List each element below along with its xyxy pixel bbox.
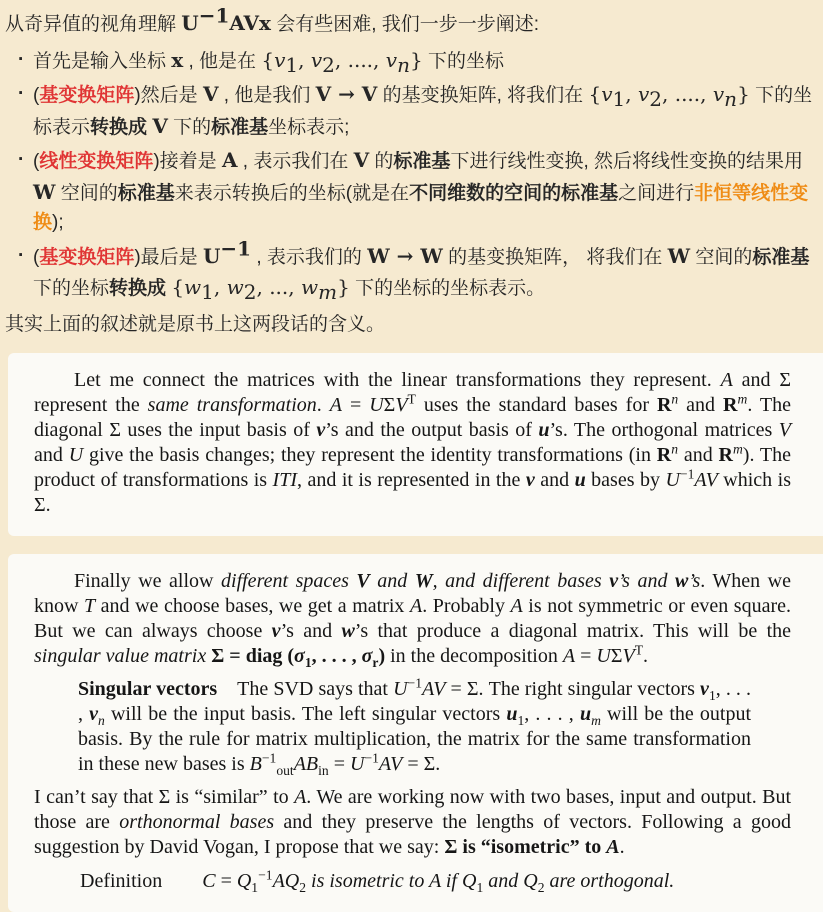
book-paragraph-finally-different-spaces: Finally we allow different spaces V and W, and different bases v’s and w’s. When we know T and we choose bases, we get a matrix A. Probably A is not symmetric or even square. But we can always choose v’s and w’s that produce a diagonal matrix. This will be the singular value matrix Σ = diag ($\sigma_1$, . . . , $\sigma_r$) in the decomposition $A = U\Sigma V^T$. [34, 569, 792, 670]
book-excerpt-1 [8, 353, 823, 536]
book-paragraph-isometric: I can’t say that Σ is “similar” to A. We are working now with two bases, input and output. But those are orthonormal bases and they preserve the lengths of vectors. Following a good suggestion by David Vogan, I propose that we say: Σ is “isometric” to A. [34, 785, 791, 858]
book-paragraph-definition: Definition $C = Q_1^{-1}AQ_2$ is isometric to A if $Q_1$ and $Q_2$ are orthogonal. [80, 867, 675, 895]
bullet-item-linear-transform-a: · (线性变换矩阵)接着是 A , 表示我们在 V 的标准基下进行线性变换, 然后将线性变换的结果用 W 空间的标准基来表示转换后的坐标(就是在不同维数的空间的标准基之间进行非恒等线性变换); [15, 145, 817, 237]
book-paragraph-connect-matrices: Let me connect the matrices with the linear transformations they represent. A and Σ represent the same transformation. $A = U\Sigma V^T$ uses the standard bases for $R^n$ and $R^m$. The diagonal Σ uses the input basis of v’s and the output basis of u’s. The orthogonal matrices V and U give the basis changes; they represent the identity transformations (in $R^n$ and $R^m$). The product of transformations is ITI, and it is represented in the v and u bases by $U^{-1}AV$ which is Σ. [34, 368, 792, 516]
note-section [0, 0, 823, 339]
book-paragraph-singular-vectors: Singular vectors The SVD says that $U^{-1}AV = \Sigma$. The right singular vectors $v_1$, . . . , $v_n$ will be the input basis. The left singular vectors $u_1$, . . . , $u_m$ will be the output basis. By the rule for matrix multiplication, the matrix for the same transformation in these new bases is $B^{-1}_{out}AB_{in} = U^{-1}AV = \Sigma$. [78, 675, 752, 778]
closing-text: 其实上面的叙述就是原书上这两段话的含义。 [5, 313, 386, 335]
bullet-item-input-coords: · 首先是输入坐标 x , 他是在 {$v_1$, $v_2$, ...., $v_n$} 下的坐标 [15, 45, 817, 76]
bullet-item-basis-change-v: · (基变换矩阵)然后是 V , 他是我们 V → V 的基变换矩阵, 将我们在 {$v_1$, $v_2$, ...., $v_n$} 下的坐标表示转换成 V 下的标准基坐标表示; [15, 79, 817, 142]
book-excerpt-2 [8, 554, 823, 912]
bullet-item-basis-change-u: · (基变换矩阵)最后是 $U^{-1}$ , 表示我们的 W → W 的基变换矩阵， 将我们在 W 空间的标准基下的坐标转换成 {$w_1$, $w_2$, ..., $w_m$} 下的坐标的坐标表示。 [15, 241, 817, 304]
bullet-list [5, 45, 817, 304]
intro-text: 从奇异值的视角理解 $U^{-1}AVx$ 会有些困难, 我们一步一步阐述: [5, 3, 540, 35]
